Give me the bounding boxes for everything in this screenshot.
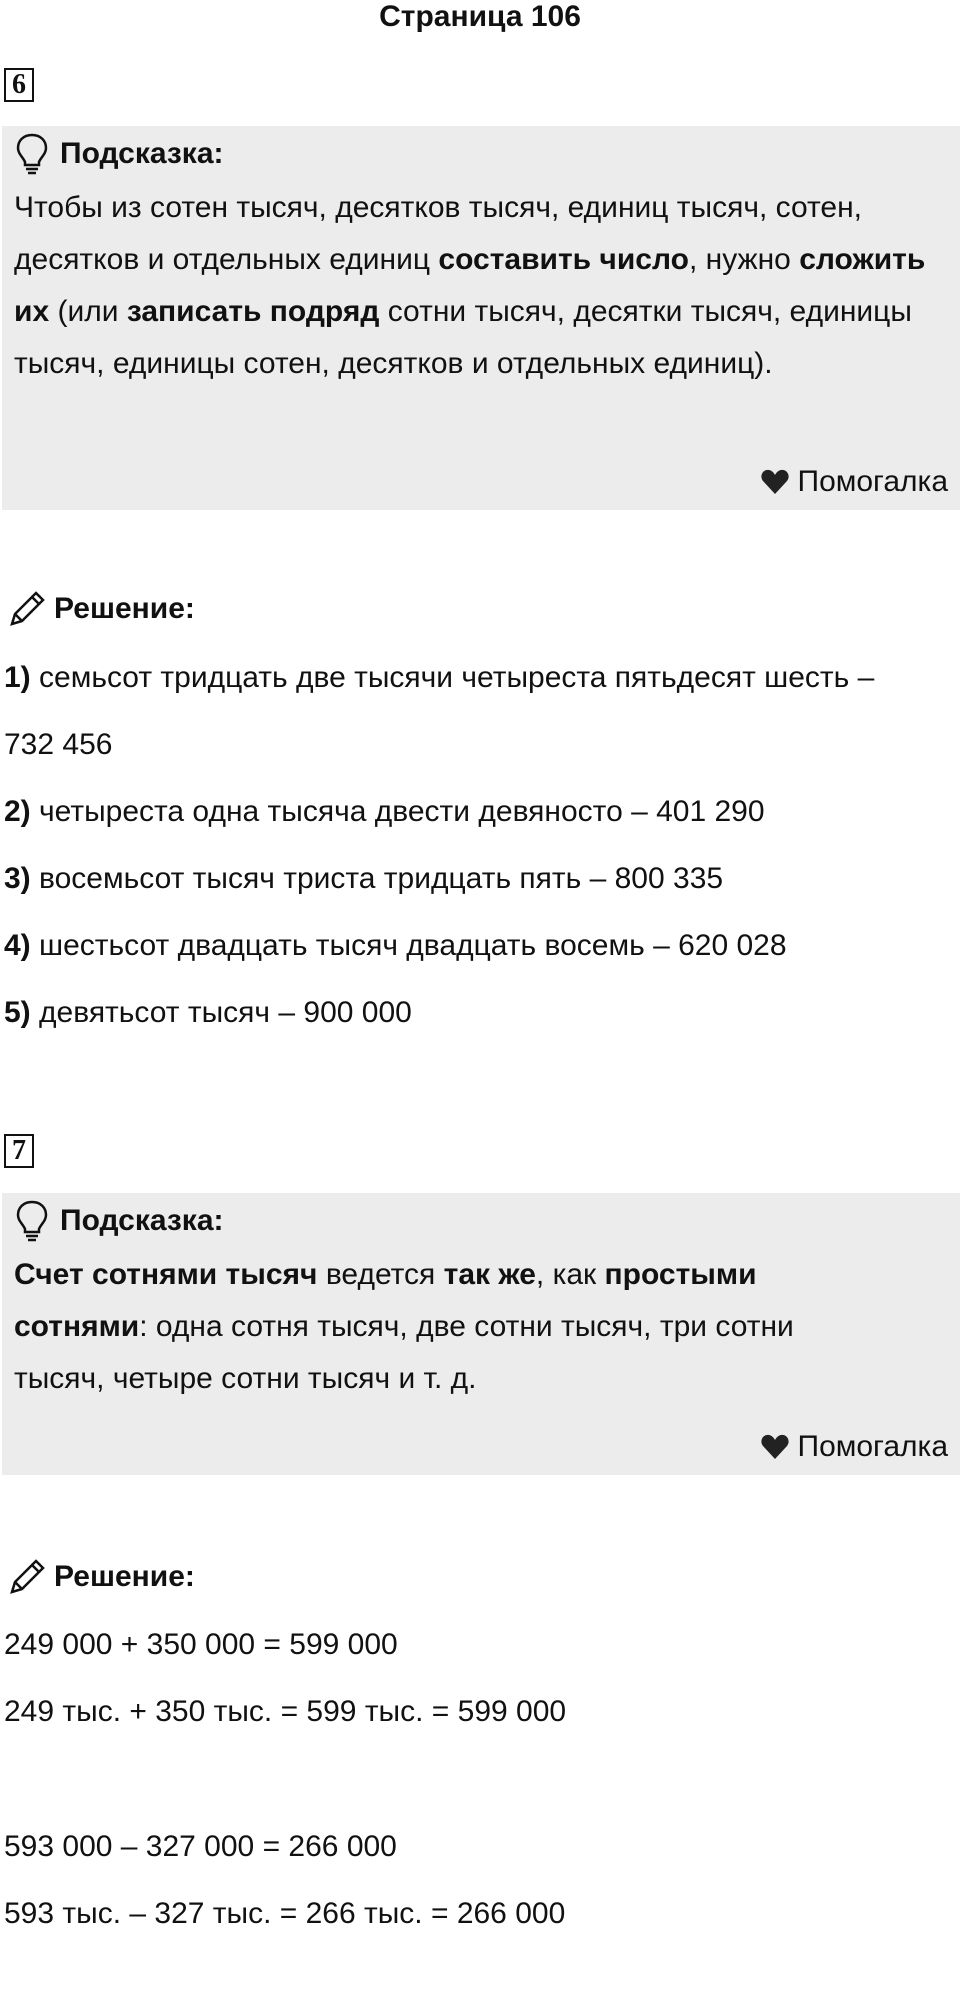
hint-text-segment: Чтобы из сотен тысяч, десятков тысяч, единиц тысяч, сотен, десятков и отдельных единиц xyxy=(14,191,862,276)
lightbulb-icon xyxy=(14,132,50,176)
hint-text-bold: составить число xyxy=(438,243,689,276)
solution-line xyxy=(4,1827,397,1867)
item-text: 249 тыс. + 350 тыс. = 599 тыс. = 599 000 xyxy=(4,1695,567,1728)
hint-title: Подсказка: xyxy=(60,1204,224,1237)
hint-header xyxy=(14,1193,948,1249)
item-text: четыреста одна тысяча двести девяносто – 401 290 xyxy=(30,795,765,828)
hint-text-bold: записать подряд xyxy=(126,295,380,328)
solution-title: Решение: xyxy=(54,1560,195,1593)
item-text: восемьсот тысяч триста тридцать пять – 800 335 xyxy=(30,862,724,895)
item-text: 593 000 – 327 000 = 266 000 xyxy=(4,1830,397,1863)
hint-text-segment: , нужно xyxy=(688,243,800,276)
item-text: семьсот тридцать две тысячи четыреста пятьдесят шесть – xyxy=(30,661,875,694)
solution-line xyxy=(4,859,723,899)
item-number: 3) xyxy=(4,862,31,895)
item-text: 249 000 + 350 000 = 599 000 xyxy=(4,1628,398,1661)
hint-text-segment: сотни тысяч, десятки тысяч, единицы тысяч, единицы сотен, десятков и отдельных единиц). xyxy=(14,295,912,380)
solution-line xyxy=(4,725,112,765)
hint-text-bold: простыми сотнями xyxy=(14,1258,757,1343)
brand-link[interactable] xyxy=(760,1427,949,1467)
item-text: шестьсот двадцать тысяч двадцать восемь – 620 028 xyxy=(30,929,787,962)
task-number-7: 7 xyxy=(4,1134,34,1168)
hint-text-segment: (или xyxy=(49,295,127,328)
lightbulb-icon xyxy=(14,1199,50,1243)
hint-text-bold: так же xyxy=(443,1258,536,1291)
hint-header xyxy=(14,126,948,182)
solution-line xyxy=(4,1692,566,1732)
item-number: 4) xyxy=(4,929,31,962)
solution-header xyxy=(6,584,195,634)
solution-line xyxy=(4,1625,398,1665)
hint-text-bold: Счет сотнями тысяч xyxy=(14,1258,318,1291)
page-title: Страница 106 xyxy=(379,0,581,33)
task-number-6: 6 xyxy=(4,68,34,102)
hint-box xyxy=(2,126,960,510)
hint-text-segment: : одна сотня тысяч, две сотни тысяч, три сотни тысяч, четыре сотни тысяч и т. д. xyxy=(14,1310,794,1395)
heart-icon xyxy=(760,468,790,496)
hint-title: Подсказка: xyxy=(60,137,224,170)
heart-icon xyxy=(760,1433,790,1461)
solution-line xyxy=(4,1894,565,1934)
hint-text-segment: , как xyxy=(535,1258,605,1291)
hint-text-segment: ведется xyxy=(317,1258,444,1291)
item-number: 5) xyxy=(4,996,31,1029)
solution-header xyxy=(6,1552,195,1602)
solution-line xyxy=(4,926,787,966)
item-text: 593 тыс. – 327 тыс. = 266 тыс. = 266 000 xyxy=(4,1897,566,1930)
item-text: девятьсот тысяч – 900 000 xyxy=(30,996,412,1029)
solution-line xyxy=(4,792,765,832)
hint-text-bold: сложить их xyxy=(14,243,926,328)
pencil-icon xyxy=(6,588,48,630)
hint-text xyxy=(14,182,944,390)
hint-box xyxy=(2,1193,960,1475)
item-text: 732 456 xyxy=(4,728,113,761)
brand-label: Помогалка xyxy=(797,465,948,498)
item-number: 2) xyxy=(4,795,31,828)
item-number: 1) xyxy=(4,661,31,694)
solution-line xyxy=(4,993,412,1033)
brand-link[interactable] xyxy=(760,462,949,502)
solution-title: Решение: xyxy=(54,592,195,625)
solution-line xyxy=(4,658,874,698)
pencil-icon xyxy=(6,1556,48,1598)
brand-label: Помогалка xyxy=(797,1430,948,1463)
hint-text xyxy=(14,1249,854,1405)
